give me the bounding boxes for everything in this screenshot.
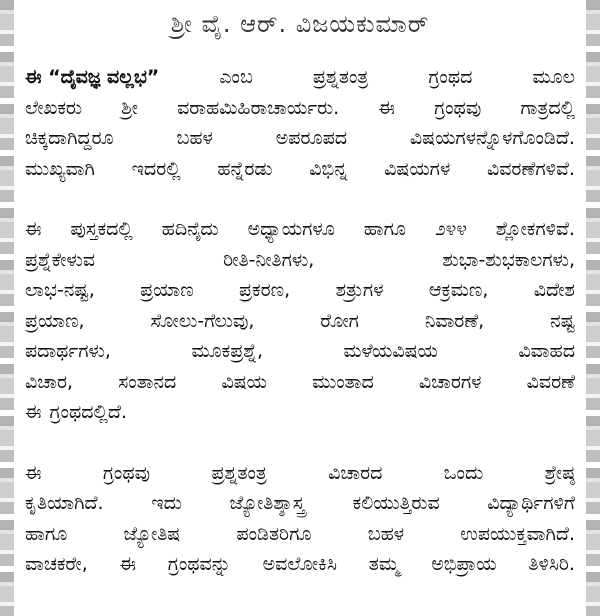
word: ವಿಚಾರ,	[25, 370, 74, 393]
word: ಆಕ್ರಮಣ,	[428, 279, 489, 301]
word: ವಿಭಿನ್ನ	[309, 157, 348, 180]
word: ಪಂಡಿತರಿಗೂ	[236, 522, 312, 545]
word: ಗ್ರಂಥವು	[102, 461, 151, 484]
text-line	[25, 488, 575, 519]
word: ಜ್ಯೋತಿಷ	[123, 522, 181, 545]
word: ಅವಲೋಕಿಸಿ	[262, 553, 338, 575]
word: ಸೋಲು-ಗೆಲುವು,	[150, 309, 255, 332]
word: ಈ	[25, 401, 42, 423]
word: ಪ್ರಶ್ನೆಕೇಳುವ	[25, 248, 96, 271]
word: ಮೂಕಪ್ರಶ್ನೆ,	[191, 340, 263, 362]
word: ಅಭಿಪ್ರಾಯ	[431, 553, 497, 575]
word: ಹಾಗೂ	[25, 522, 68, 545]
word: ಗ್ರಂಥವನ್ನು	[167, 553, 231, 575]
word: ಪ್ರಯಾಣ,	[25, 309, 85, 332]
word: ಪ್ರಕರಣ,	[239, 279, 291, 301]
word: ರೀತಿ-ನೀತಿಗಳು,	[223, 248, 315, 271]
word: ಮಳೆಯವಿಷಯ	[343, 340, 438, 362]
text-line	[25, 93, 575, 124]
word: ಹದಿನೈದು	[161, 218, 219, 240]
paragraph	[25, 214, 575, 428]
decorative-border-left	[0, 0, 14, 616]
word: ಗಾತ್ರದಲ್ಲಿ	[520, 96, 575, 119]
word: ಮುಂತಾದ	[312, 370, 374, 393]
word: ಮುಖ್ಯವಾಗಿ	[25, 157, 95, 180]
word: ಇದರಲ್ಲಿ	[131, 157, 181, 180]
word: ನಿವಾರಣೆ,	[424, 309, 485, 332]
word: ಶತ್ರುಗಳ	[335, 279, 384, 301]
word: ಬಹಳ	[367, 522, 405, 545]
word: ಒಂದು	[443, 461, 484, 484]
word: ವಿಷಯಗಳ	[384, 157, 451, 180]
word: ಈ	[25, 461, 42, 484]
word: ೨೪೪	[434, 218, 467, 240]
word: ಉಪಯುಕ್ತವಾಗಿದೆ.	[460, 522, 575, 545]
body-text	[25, 62, 575, 610]
text-line	[25, 458, 575, 489]
word: ವಿದ್ಯಾರ್ಥಿಗಳಿಗೆ	[487, 492, 575, 514]
word: ವಿಚಾರಗಳ	[418, 370, 482, 393]
text-line	[25, 397, 575, 428]
text-line	[25, 367, 575, 398]
word: ಇದು	[151, 492, 182, 514]
word: ವಿಚಾರದ	[328, 461, 383, 484]
word: ಶ್ಲೋಕಗಳಿವೆ.	[495, 218, 575, 240]
text-line	[25, 214, 575, 245]
word: ಅಪರೂಪದ	[275, 127, 348, 149]
word: ಬಹಳ	[176, 127, 213, 149]
word: ವಿವರಣೆಗಳಿವೆ.	[486, 157, 575, 180]
bold-book-title: ಈ “ದೈವಜ್ಞ ವಲ್ಲಭ”	[25, 66, 160, 88]
paragraph	[25, 62, 575, 184]
word: ವಾಚಕರೇ,	[25, 553, 88, 575]
decorative-border-right	[586, 0, 600, 616]
word: ವಿವಾಹದ	[518, 340, 575, 362]
paragraph	[25, 458, 575, 580]
word: ಪದಾರ್ಥಗಳು,	[25, 340, 111, 362]
word: ಶ್ರೀ	[121, 96, 138, 119]
word: ಅಧ್ಯಾಯಗಳೂ	[247, 218, 335, 240]
word: ಹನ್ನೆರಡು	[217, 157, 273, 180]
word: ಹಾಗೂ	[363, 218, 407, 240]
text-line	[25, 306, 575, 337]
word: ವಿಷಯ	[221, 370, 267, 393]
word: ಕಲಿಯುತ್ತಿರುವ	[352, 492, 440, 514]
text-line	[25, 245, 575, 276]
word: ಸಂತಾನದ	[118, 370, 177, 393]
word: ಈ	[378, 96, 395, 119]
word: ಶುಭಾ-ಶುಭಕಾಲಗಳು,	[442, 248, 575, 271]
word: ಗ್ರಂಥದಲ್ಲಿದೆ.	[49, 401, 127, 423]
word: ಮೂಲ	[532, 66, 575, 88]
word: ಜ್ಯೋತಿಶ್ಶಾಸ್ತ್ರ	[229, 492, 305, 514]
word: ರೋಗ	[320, 309, 359, 332]
word: ವಿದೇಶ	[533, 279, 575, 301]
word: ತಮ್ಮ	[368, 553, 400, 575]
word: ಶ್ರೇಷ್ಠ	[544, 461, 575, 484]
word: ಪ್ರಶ್ನತಂತ್ರ	[312, 66, 369, 88]
word: ಲಾಭ-ನಷ್ಟ,	[25, 279, 95, 301]
word: ವಿಷಯಗಳನ್ನೊಳಗೊಂಡಿದೆ.	[409, 127, 575, 149]
word: ಈ	[119, 553, 137, 575]
word: ವಿವರಣೆ	[526, 370, 575, 393]
text-line	[25, 154, 575, 185]
word: ನಷ್ಟ	[550, 309, 575, 332]
text-line	[25, 62, 575, 93]
word: ಈ	[25, 218, 42, 240]
word: ಲೇಖಕರು	[25, 96, 83, 119]
word: ಪ್ರಶ್ನತಂತ್ರ	[211, 461, 267, 484]
word: ಪ್ರಯಾಣ	[140, 279, 194, 301]
word: ಗ್ರಂಥದ	[428, 66, 473, 88]
word: ತಿಳಿಸಿರಿ.	[528, 553, 575, 575]
text-line	[25, 336, 575, 367]
word: ಕೃತಿಯಾಗಿದೆ.	[25, 492, 104, 514]
word: ಚಿಕ್ಕದಾಗಿದ್ದರೂ	[25, 127, 114, 149]
text-line	[25, 519, 575, 550]
word: ಎಂಬ	[219, 66, 253, 88]
text-line	[25, 275, 575, 306]
text-line	[25, 549, 575, 580]
page-title: ಶ್ರೀ ವೈ. ಆರ್. ವಿಜಯಕುಮಾರ್	[170, 10, 430, 38]
word: ಗ್ರಂಥವು	[434, 96, 482, 119]
text-line	[25, 123, 575, 154]
word: ವರಾಹಮಿಹಿರಾಚಾರ್ಯರು.	[177, 96, 340, 119]
word: ಪುಸ್ತಕದಲ್ಲಿ	[70, 218, 133, 240]
